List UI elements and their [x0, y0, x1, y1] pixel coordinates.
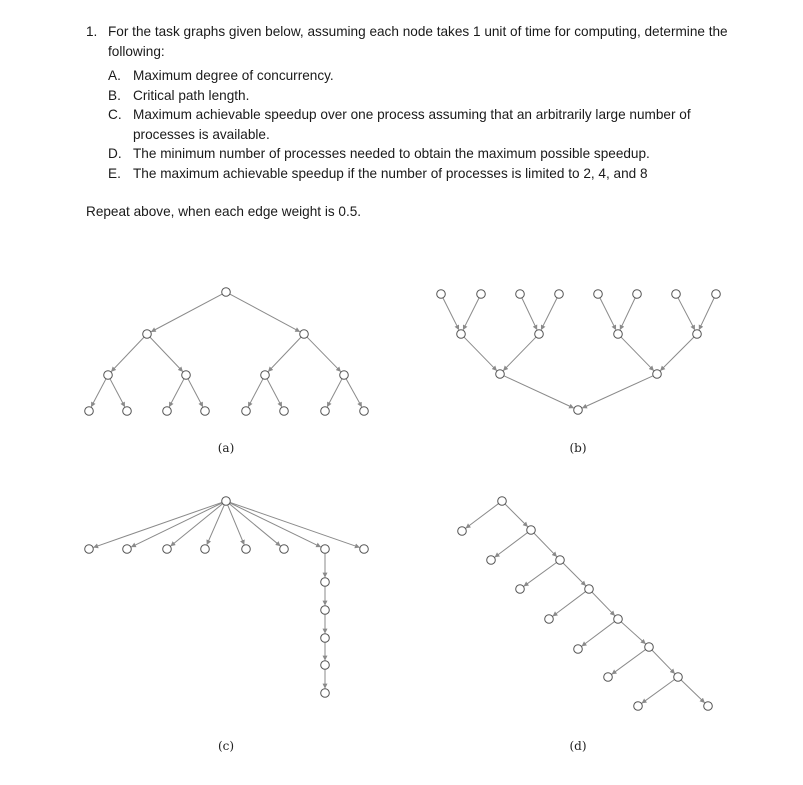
- option-letter: B.: [108, 87, 121, 103]
- task-edge: [267, 379, 282, 407]
- task-node: [496, 370, 505, 379]
- task-edge: [169, 379, 184, 407]
- task-node: [556, 556, 565, 565]
- task-node: [163, 545, 172, 554]
- task-edge: [94, 502, 222, 547]
- task-node: [704, 702, 713, 711]
- task-node: [280, 545, 289, 554]
- task-node: [545, 615, 554, 624]
- task-node: [261, 371, 270, 380]
- task-node: [457, 330, 466, 339]
- task-node: [594, 290, 603, 299]
- task-node: [487, 556, 496, 565]
- caption-b: (b): [569, 441, 587, 455]
- option-letter: C.: [108, 107, 122, 122]
- task-node: [242, 407, 251, 416]
- task-node: [123, 407, 132, 416]
- task-edge: [150, 337, 183, 371]
- task-node: [516, 585, 525, 594]
- task-node: [321, 689, 330, 698]
- task-edge: [151, 294, 222, 332]
- task-node: [437, 290, 446, 299]
- option-letter: E.: [108, 165, 121, 181]
- task-node: [85, 407, 94, 416]
- task-edge: [230, 503, 321, 547]
- task-node: [85, 545, 94, 554]
- task-node: [222, 288, 231, 297]
- task-node: [321, 606, 330, 615]
- task-node: [555, 290, 564, 299]
- task-edge: [504, 376, 574, 408]
- task-edge: [524, 563, 557, 587]
- task-edge: [230, 294, 300, 332]
- task-node: [614, 615, 623, 624]
- task-node: [360, 407, 369, 416]
- task-edge: [522, 298, 537, 330]
- task-edge: [171, 504, 223, 546]
- task-edge: [600, 298, 616, 330]
- task-node: [123, 545, 132, 554]
- task-node: [527, 526, 536, 535]
- task-node: [633, 290, 642, 299]
- task-node: [182, 371, 191, 380]
- task-edge: [207, 505, 224, 545]
- task-edge: [621, 622, 645, 644]
- task-edge: [307, 337, 341, 371]
- task-node: [300, 330, 309, 339]
- task-edge: [443, 298, 459, 330]
- task-edge: [466, 504, 499, 529]
- task-node: [321, 578, 330, 587]
- task-node: [693, 330, 702, 339]
- task-edge: [660, 337, 694, 371]
- task-edge: [503, 337, 536, 370]
- task-node: [163, 407, 172, 416]
- task-node: [321, 634, 330, 643]
- task-edge: [553, 592, 586, 617]
- task-node: [574, 406, 583, 415]
- task-node: [672, 290, 681, 299]
- task-graph-b: [437, 290, 721, 415]
- task-edge: [642, 680, 675, 704]
- task-graph-d: [458, 497, 713, 711]
- task-node: [535, 330, 544, 339]
- task-node: [653, 370, 662, 379]
- task-node: [645, 643, 654, 652]
- task-node: [360, 545, 369, 554]
- task-edge: [229, 504, 280, 546]
- task-node: [604, 673, 613, 682]
- task-node: [242, 545, 251, 554]
- task-edge: [495, 533, 528, 558]
- task-edge: [592, 592, 615, 615]
- option-text: Critical path length.: [133, 87, 250, 103]
- caption-c: (c): [217, 739, 235, 753]
- task-edge: [188, 379, 203, 407]
- task-edge: [110, 379, 125, 407]
- task-node: [143, 330, 152, 339]
- task-edge: [652, 650, 675, 673]
- task-node: [321, 407, 330, 416]
- repeat-instruction: Repeat above, when each edge weight is 0.5.: [86, 204, 362, 219]
- task-edge: [346, 379, 362, 407]
- task-edge: [91, 379, 106, 407]
- task-edge: [228, 505, 245, 545]
- question-number: 1.: [86, 24, 98, 39]
- option-letter: A.: [108, 68, 121, 83]
- task-edge: [582, 622, 615, 647]
- task-edge: [699, 298, 714, 330]
- task-node: [614, 330, 623, 339]
- task-node: [201, 545, 210, 554]
- task-node: [634, 702, 643, 711]
- task-edge: [248, 379, 263, 407]
- option-text: Maximum degree of concurrency.: [133, 68, 334, 83]
- task-node: [280, 407, 289, 416]
- task-node: [340, 371, 349, 380]
- caption-d: (d): [569, 739, 587, 753]
- option-text: The minimum number of processes needed to obtain the maximum possible speedup.: [133, 146, 650, 161]
- task-edge: [582, 376, 653, 408]
- task-node: [201, 407, 210, 416]
- task-node: [516, 290, 525, 299]
- task-edge: [327, 379, 342, 407]
- task-node: [222, 497, 231, 506]
- task-node: [321, 545, 330, 554]
- task-node: [458, 527, 467, 536]
- task-node: [574, 645, 583, 654]
- task-edge: [621, 337, 654, 370]
- task-edge: [463, 298, 479, 330]
- task-node: [498, 497, 507, 506]
- task-edge: [268, 337, 301, 371]
- task-edge: [678, 298, 695, 330]
- task-edge: [111, 337, 144, 371]
- task-graph-a: [85, 288, 369, 416]
- task-edge: [620, 298, 635, 330]
- task-node: [712, 290, 721, 299]
- task-node: [585, 585, 594, 594]
- task-graph-c: [85, 497, 369, 698]
- option-letter: D.: [108, 146, 122, 161]
- task-edge: [681, 680, 704, 703]
- option-text: Maximum achievable speedup over one process assuming that an arbitrarily large number of processes is available.: [133, 107, 691, 142]
- task-edge: [541, 298, 557, 330]
- task-edge: [230, 502, 359, 547]
- task-edge: [505, 504, 528, 527]
- task-node: [321, 661, 330, 670]
- option-text: The maximum achievable speedup if the number of processes is limited to 2, 4, and 8: [133, 165, 648, 181]
- question-stem: For the task graphs given below, assuming each node takes 1 unit of time for computing, determine the following:: [108, 24, 728, 59]
- task-node: [104, 371, 113, 380]
- task-edge: [534, 533, 557, 556]
- task-node: [477, 290, 486, 299]
- task-edge: [563, 563, 586, 586]
- task-node: [674, 673, 683, 682]
- task-edge: [612, 650, 646, 675]
- task-edge: [464, 337, 497, 370]
- caption-a: (a): [217, 441, 235, 455]
